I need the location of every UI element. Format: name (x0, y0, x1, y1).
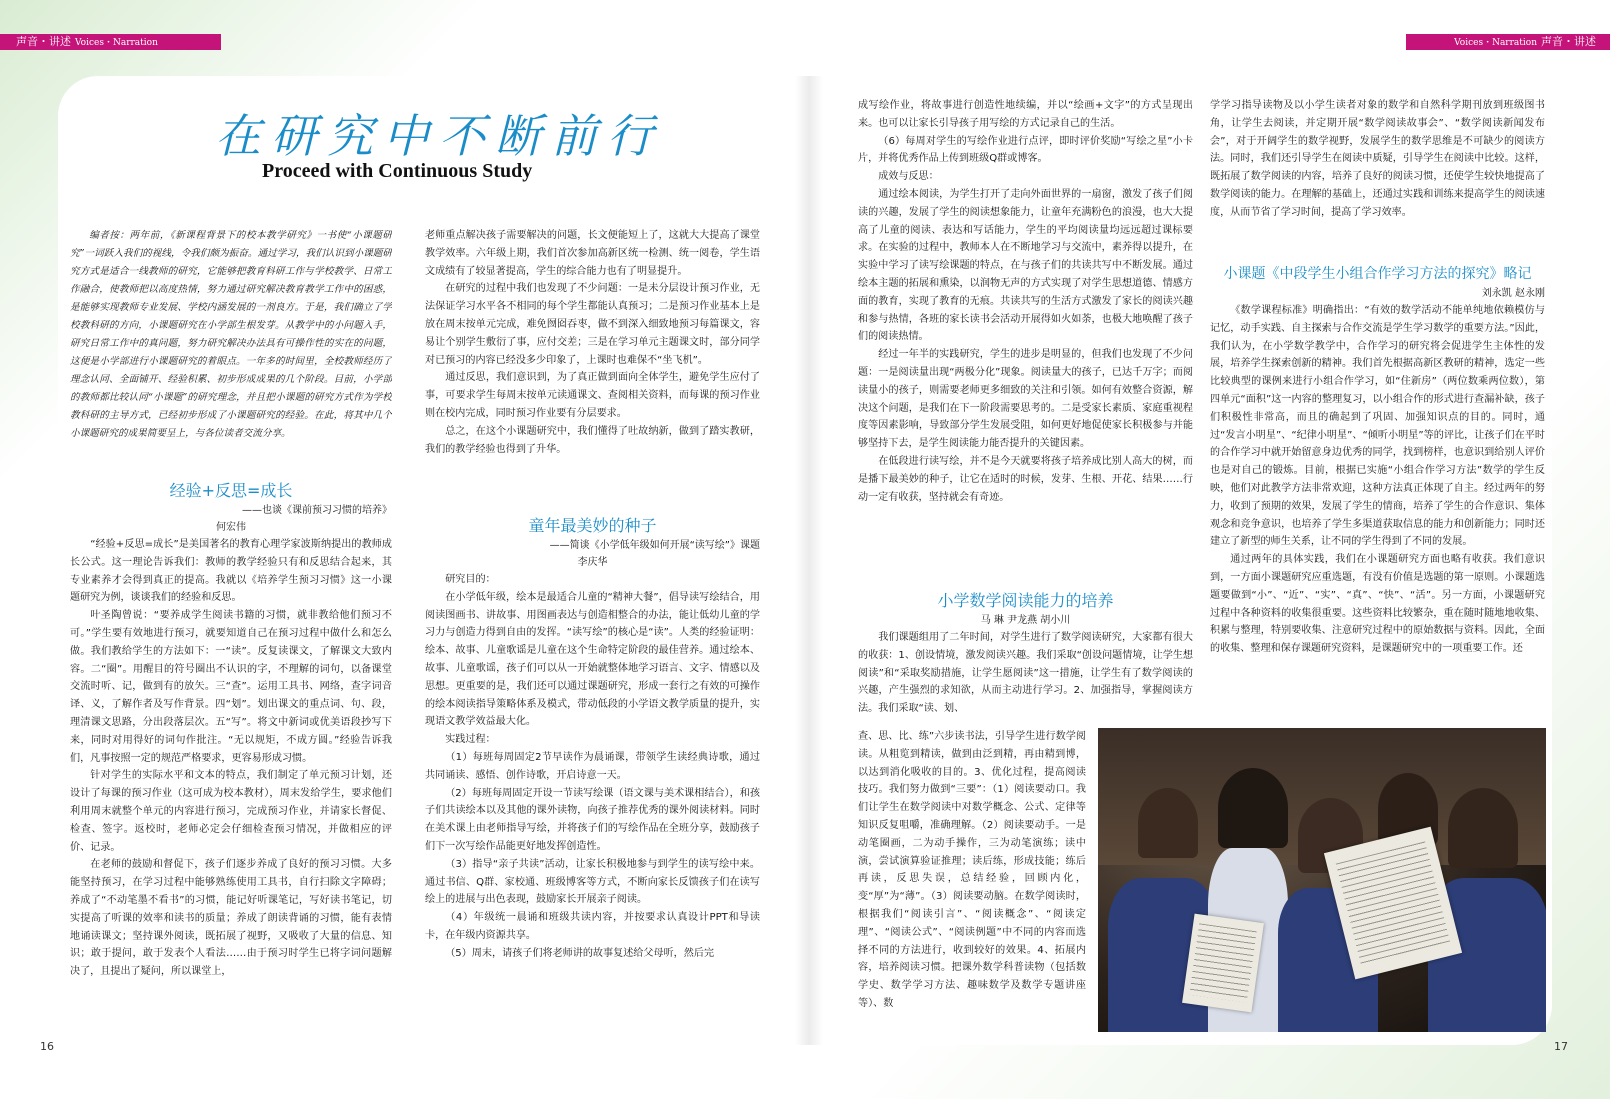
col3-para-1: 成写绘作业，将故事进行创造性地续编，并以“绘画+文字”的方式呈现出来。也可以让家长引导孩子用写绘的方式记录自己的生活。 (858, 100, 1193, 129)
section1-author: 何宏伟 (216, 522, 246, 533)
section1-para-2: 叶圣陶曾说：“要养成学生阅读书籍的习惯，就非教给他们预习不可。”学生要有效地进行预习，就要知道自己在预习过程中做什么和怎么做。我们教给学生的方法如下：一“读”。反复读课文，了解课文大致内容。二“圈”。用醒目的符号圈出不认识的字，不理解的词句，以备课堂交流时听、记，做到有的放矢。三“查”。运用工具书、网络，查字词音译、义，了解作者及写作背景。四“划”。划出课文的重点词、句、段，理清课文思路，分出段落层次。五“写”。将文中新词或优美语段抄写下来，同时对用得好的词句作批注。“无以规矩，不成方圆。”经验告诉我们，凡事按照一定的规范严格要求，更容易形成习惯。 (70, 610, 392, 764)
col2-para-2: 在研究的过程中我们也发现了不少问题：一是未分层设计预习作业，无法保证学习水平各不相同的每个学生都能认真预习；二是预习作业基本上是放在周末按单元完成，难免囫囵吞枣，做不到深入细致地预习每篇课文，容易让个别学生敷衍了事，应付交差；三是在学习单元主题课文时，部分同学对已预习的内容已经没多少印象了，上课时也难保不“坐飞机”。 (425, 283, 760, 366)
section2-para-7: （4）年级统一晨诵和班级共读内容，并按要求认真设计PPT和导读卡，在年级内资源共享。 (425, 912, 760, 941)
header-bar-left (0, 34, 221, 50)
section3-title: 小学数学阅读能力的培养 (937, 591, 1114, 610)
column-1 (70, 480, 392, 1000)
column-2-bottom (425, 515, 760, 1035)
section4-title: 小课题《中段学生小组合作学习方法的探究》略记 (1223, 266, 1532, 282)
article-title-en: Proceed with Continuous Study (262, 160, 533, 182)
section4-para-1: 《数学课程标准》明确指出：“有效的数学活动不能单纯地依赖模仿与记忆，动手实践、自主探索与合作交流是学生学习数学的重要方法。”因此，我们认为，在小学数学教学中，合作学习的研究将会促进学生主体性的发展，培养学生探索创新的精神。我们首先根据高新区教研的精神，选定一些比较典型的课例来进行小组合作学习，如“住新房”（两位数乘两位数），第四单元“面积”这一内容的整理复习，以小组合作的形式进行查漏补缺，孩子们积极性非常高，而且的确起到了巩固、加强知识点的目的。同时，通过“发言小明星”、“纪律小明星”、“倾听小明星”等的评比，让孩子们在平时的合作学习中就开始留意身边优秀的同学，找到榜样，也意识到给别人评价也是对自己的锻炼。目前，根据已实施“小组合作学习方法”数学的学生反映，他们对此教学方法非常欢迎，这种方法真正体现了自主。经过两年的努力，收到了预期的效果，发展了学生的情商，培养了学生的合作意识、集体观念和竞争意识，也培养了学生多渠道获取信息的能力和创新能力；同时还建立了新型的师生关系，让不同的学生得到了不同的发展。 (1210, 305, 1545, 548)
section2-title: 童年最美妙的种子 (528, 516, 657, 535)
col2-para-4: 总之，在这个小课题研究中，我们懂得了吐故纳新，做到了踏实教研，我们的教学经验也得到了升华。 (425, 425, 760, 455)
section2-para-3: 实践过程： (445, 734, 496, 746)
section2-para-6: （3）指导“亲子共读”活动，让家长积极地参与到学生的读写绘中来。通过书信、Q群、家校通、班级博客等方式，不断向家长反馈孩子们在读写绘上的进展与出色表现，鼓励家长开展亲子阅读。 (425, 858, 760, 906)
page-number-left: 16 (40, 1040, 54, 1053)
section2-para-2: 在小学低年级，绘本是最适合儿童的“精神大餐”，倡导读写绘结合，用阅读图画书、讲故事、用图画表达与创造相整合的办法，能让低幼儿童的学习力与创造力得到自由的发挥。“读写绘”的核心是“读”。人类的经验证明：绘本、故事、儿童歌谣是儿童在这个生命特定阶段的最佳营养。通过绘本、故事、儿童歌谣，孩子们可以从一开始就整体地学习语言、文字、情感以及思想。更重要的是，我们还可以通过课题研究，形成一套行之有效的可操作的绘本阅读指导策略体系及模式，带动低段的小学语文教学质量的提升，实现语文教学效益最大化。 (425, 591, 760, 728)
column-3-top (858, 97, 1193, 577)
col3-para-2: （6）每周对学生的写绘作业进行点评，即时评价奖励“写绘之星”小卡片，并将优秀作品上传到班级Q群或博客。 (858, 135, 1193, 165)
header-left-zh: 声音・讲述 (16, 35, 71, 48)
section1-para-4: 在老师的鼓励和督促下，孩子们逐步养成了良好的预习习惯。大多能坚持预习，在学习过程中能够熟练使用工具书，自行扫除文字障碍；养成了“不动笔墨不看书”的习惯，能记好听课笔记，写好读书笔记，切实提高了听课的效率和读书的质量；养成了朗读背诵的习惯，能有表情地诵读课文；坚持课外阅读，既拓展了视野，又吸收了大量的信息、知识；敢于提问，敢于发表个人看法……由于预习时学生已将字词问题解决了，且提出了疑问，所以课堂上， (70, 859, 392, 978)
section2-para-5: （2）每班每周固定开设一节读写绘课（语文课与美术课相结合），和孩子们共读绘本以及其他的课外读物，向孩子推荐优秀的课外阅读材料。同时在美术课上由老师指导写绘，并将孩子们的写绘作品在全班分享，鼓励孩子们下一次写绘作品能更好地发挥创造性。 (425, 787, 760, 852)
column-4-bottom (1210, 263, 1545, 725)
article-title-zh: 在研究中不断前行 (215, 109, 663, 163)
section1-para-3: 针对学生的实际水平和文本的特点，我们制定了单元预习计划，还设计了每课的预习作业（这可成为校本教材），周末发给学生，要求他们利用周末就整个单元的内容进行预习，完成预习作业，并请家长督促、检查、签字。返校时，老师必定会仔细检查预习情况，并做相应的评价、记录。 (70, 770, 392, 853)
header-right-zh: 声音・讲述 (1541, 35, 1596, 48)
col3-para-3: 成效与反思： (878, 171, 939, 183)
header-bar-right (1406, 34, 1610, 50)
section4-author: 刘永凯 赵永刚 (1481, 288, 1545, 299)
section3-para-left: 查、思、比、练”六步读书法，引导学生进行数学阅读。从粗览到精读，做到由泛到精，再由精到博，以达到消化吸收的目的。3、优化过程，提高阅读技巧。我们努力做到“三要”：（1）阅读要动口。我们让学生在数学阅读中对数学概念、公式、定律等知识反复咀嚼，准确理解。（2）阅读要动手。一是动笔圈画，二为动手操作，三为动笔演练；读中演，尝试演算验证推理；读后练，形成技能；练后再读，反思失误，总结经验，回顾内化，变“厚”为“薄”。（3）阅读要动脑。在数学阅读时，根据我们“阅读引言”、“阅读概念”、“阅读定理”、“阅读公式”、“阅读例题”中不同的内容而选择不同的方法进行，收到较好的效果。4、拓展内容，培养阅读习惯。把课外数学科普读物（包括数学史、数学学习方法、趣味数学及数学专题讲座等）、数 (858, 731, 1086, 1009)
section3-author: 马 琳 尹龙燕 胡小川 (980, 615, 1071, 626)
section2-author: 李庆华 (577, 557, 608, 568)
col3-para-4: 通过绘本阅读，为学生打开了走向外面世界的一扇窗，激发了孩子们阅读的兴趣，发展了学生的阅读想象能力，让童年充满粉色的浪漫，也大大提高了儿童的阅读、表达和写话能力，学生的平均阅读量均远远超过课标要求。在实验的过程中，教师本人在不断地学习与交流中，素养得以提升，在实验中学习了读写绘课题的特点，在与孩子们的共读共写中不断发展。通过绘本主题的拓展和熏染，以润物无声的方式实现了对学生思想道德、情感方面的教育，实现了教育的无痕。共读共写的生活方式激发了家长的阅读兴趣和参与热情，各班的家长读书会活动开展得如火如荼，也极大地唤醒了孩子们的阅读热情。 (858, 188, 1193, 343)
column-3-section3-top (858, 590, 1193, 728)
section1-subtitle: ——也谈《课前预习习惯的培养》 (242, 505, 392, 516)
section1-title: 经验+反思=成长 (169, 481, 293, 500)
col3-para-5: 经过一年半的实践研究，学生的进步是明显的，但我们也发现了不少问题：一是阅读量出现“两极分化”现象。阅读量大的孩子，已达千万字；而阅读量小的孩子，则需要老师更多细致的关注和引领。如何有效整合资源，解决这个问题，是我们在下一阶段需要思考的。二是受家长素质、家庭重视程度等因素影响，导致部分学生发展受阻，如何更好地促使家长积极参与并能够坚持下去，是学生阅读能力能否提升的关键因素。 (858, 349, 1193, 450)
section2-para-1: 研究目的： (445, 574, 496, 585)
page-gutter (795, 76, 823, 1045)
header-left-en: Voices・Narration (75, 38, 158, 48)
editor-note (70, 227, 392, 443)
col2-para-1: 老师重点解决孩子需要解决的问题，长文便能短上了，这就大大提高了课堂教学效率。六年级上期，我们首次参加高新区统一检测、统一阅卷，学生语文成绩有了较显著提高，学生的综合能力也有了明显提升。 (425, 230, 760, 277)
column-4-top (1210, 97, 1545, 257)
page-number-right: 17 (1554, 1040, 1568, 1053)
col4-para-1: 学学习指导读物及以小学生读者对象的数学和自然科学期刊放到班级图书角，让学生去阅读，并定期开展“数学阅读故事会”、“数学阅读新闻发布会”，对于开阔学生的数学视野，发展学生的数学思维是不可缺少的阅读方法。同时，我们还引导学生在阅读中质疑，引导学生在阅读中比较。这样，既拓展了数学阅读的内容，培养了良好的阅读习惯，还使学生较快地提高了数学阅读的能力。在理解的基础上，还通过实践和训练来提高学生的阅读速度，从而节省了学习时间，提高了学习效率。 (1210, 100, 1545, 218)
section3-para-top: 我们课题组用了二年时间，对学生进行了数学阅读研究，大家都有很大的收获：1、创设情境，激发阅读兴趣。我们采取“创设问题情境，让学生想阅读”和“采取奖励措施，让学生愿阅读”这一措施，让学生有了数学阅读的兴趣，产生强烈的求知欲，从而主动进行学习。2、加强指导，掌握阅读方法。我们采取“读、划、 (858, 632, 1193, 715)
section4-para-2: 通过两年的具体实践，我们在小课题研究方面也略有收获。我们意识到，一方面小课题研究应重选题，有没有价值是选题的第一原则。小课题选题要做到“小”、“近”、“实”、“真”、“快”、“活”。另一方面，小课题研究过程中各种资料的收集很重要。这些资料比较繁杂，重在随时随地地收集、积累与整理，特别要收集、注意研究过程中的原始数据与资料。因此，全面的收集、整理和保存课题研究资料，是课题研究中的一项重要工作。还 (1210, 554, 1545, 655)
col3-para-6: 在低段进行读写绘，并不是今天就要将孩子培养成比别人高大的树，而是播下最美妙的种子，让它在适时的时候，发芽、生根、开花、结果……行动一定有收获，坚持就会有奇迹。 (858, 455, 1193, 503)
section2-para-8: （5）周末，请孩子们将老师讲的故事复述给父母听，然后完 (445, 947, 715, 959)
section1-para-1: “经验+反思=成长”是美国著名的教育心理学家波斯纳提出的教师成长公式。这一理论告诉我们：教师的教学经验只有和反思结合起来，其专业素养才会得到真正的提高。我就以《培养学生预习习惯》这一小课题研究为例，谈谈我们的经验和反思。 (70, 539, 392, 604)
column-2-top (425, 227, 760, 507)
col2-para-3: 通过反思，我们意识到，为了真正做到面向全体学生，避免学生应付了事，可要求学生每周末按单元读通课文、查阅相关资料，而每课的预习作业则在校内完成，同时预习作业要有分层要求。 (425, 372, 760, 419)
header-right-en: Voices・Narration (1454, 38, 1537, 48)
editor-note-text: 编者按：两年前，《新课程背景下的校本教学研究》一书使“小课题研究”一词跃入我们的视线，令我们颇为振奋。通过学习，我们认识到小课题研究方式是适合一线教师的研究，它能够把教育科研工作与学校教学、日常工作融合，使教师把以高度热情，努力通过研究解决教育教学工作中的困惑，是能够实现教师专业发展、学校内涵发展的一剂良方。于是，我们确立了学校教科研的方向，小课题研究在小学部生根发芽。从教学中的小问题入手，研究日常工作中的真问题，努力研究解决办法具有可操作性的实在的问题，这便是小学部进行小课题研究的着眼点。一年多的时间里，全校教师经历了理念认同、全面铺开、经验积累、初步形成成果的几个阶段。目前，小学部的教师都比较认同“小课题”的研究理念，并且把小课题的研究方式作为学校教科研的主导方式，已经初步形成了小课题研究的经验。在此，将其中几个小课题研究的成果简要呈上，与各位读者交流分享。 (70, 230, 392, 439)
section2-para-4: （1）每班每周固定2节早读作为晨诵课，带领学生读经典诗歌，通过共同诵读、感悟、创作诗歌，开启诗意一天。 (425, 751, 760, 781)
section2-subtitle: ——简谈《小学低年级如何开展“读写绘”》课题 (549, 540, 760, 551)
students-reading-photo (1098, 728, 1546, 1032)
column-3-section3-left (858, 728, 1086, 1033)
